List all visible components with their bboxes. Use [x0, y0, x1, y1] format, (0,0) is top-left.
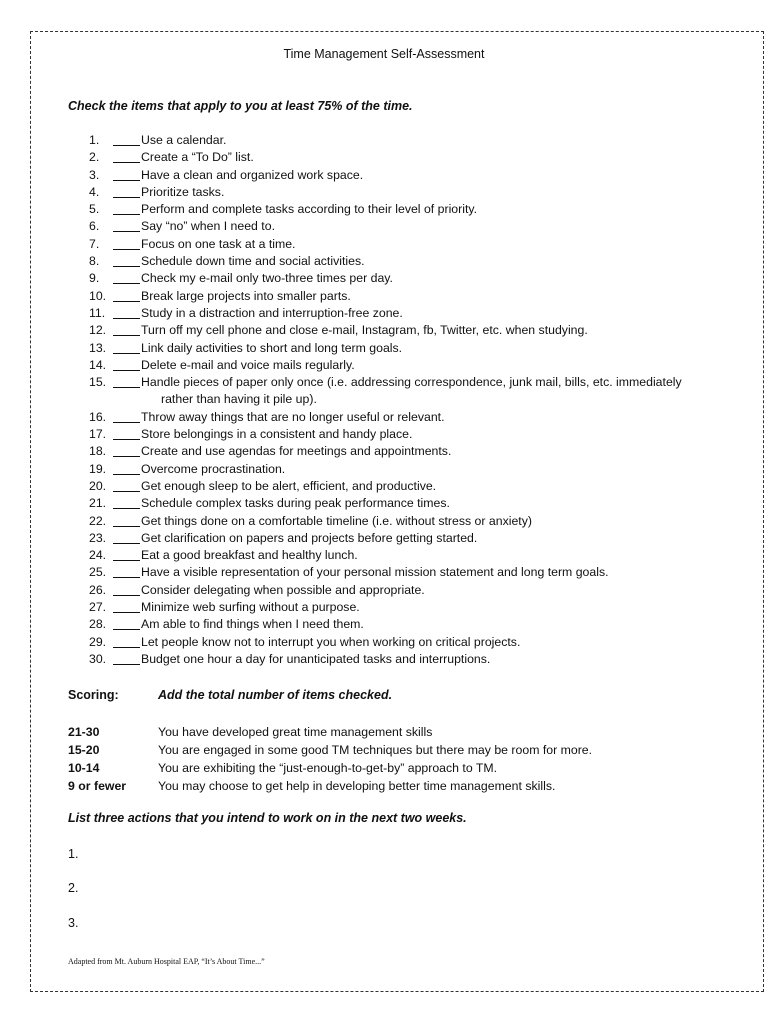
item-number: 19.	[89, 461, 107, 476]
item-text-line: Turn off my cell phone and close e-mail, Instagram, fb, Twitter, etc. when studying.	[141, 323, 588, 338]
score-description: You may choose to get help in developing better time management skills.	[158, 779, 556, 793]
item-number: 16.	[89, 409, 107, 424]
item-number: 17.	[89, 427, 107, 442]
checklist-item	[0, 167, 768, 184]
item-text-line: Prioritize tasks.	[141, 184, 225, 199]
item-number: 12.	[89, 323, 107, 338]
check-blank[interactable]	[113, 253, 140, 267]
check-blank[interactable]	[113, 201, 140, 215]
checklist-item	[0, 201, 768, 218]
checklist-item	[0, 288, 768, 305]
item-text-line: Link daily activities to short and long term goals.	[141, 340, 403, 355]
score-range: 9 or fewer	[68, 779, 127, 793]
item-text-line: Budget one hour a day for unanticipated tasks and interruptions.	[141, 651, 491, 666]
item-number: 11.	[89, 305, 106, 320]
item-text-line: Schedule down time and social activities.	[141, 254, 365, 269]
checklist-item	[0, 651, 768, 668]
score-row	[68, 777, 748, 795]
check-blank[interactable]	[113, 305, 140, 319]
item-text	[141, 270, 741, 287]
item-number: 9.	[89, 271, 100, 286]
item-number: 7.	[89, 236, 100, 251]
item-text	[141, 288, 741, 305]
checklist-item	[0, 564, 768, 581]
item-text	[141, 132, 741, 149]
item-text	[141, 149, 741, 166]
checklist-item	[0, 634, 768, 651]
check-blank[interactable]	[113, 409, 140, 423]
scoring-label: Scoring:	[68, 688, 119, 702]
checklist-item	[0, 443, 768, 460]
check-blank[interactable]	[113, 167, 140, 181]
item-text-line: Am able to find things when I need them.	[141, 617, 364, 632]
action-line-2: 2.	[68, 881, 79, 895]
item-number: 20.	[89, 478, 107, 493]
scoring-table	[68, 723, 748, 795]
item-number: 24.	[89, 548, 107, 563]
check-blank[interactable]	[113, 132, 140, 146]
checklist-item	[0, 149, 768, 166]
checklist-item	[0, 616, 768, 633]
item-text-line: Have a visible representation of your personal mission statement and long term goals.	[141, 565, 609, 580]
checklist-item	[0, 184, 768, 201]
item-number: 10.	[89, 288, 107, 303]
score-row	[68, 723, 748, 741]
item-text-line: Let people know not to interrupt you when working on critical projects.	[141, 634, 521, 649]
item-number: 2.	[89, 150, 100, 165]
check-blank[interactable]	[113, 599, 140, 613]
item-number: 18.	[89, 444, 107, 459]
check-blank[interactable]	[113, 426, 140, 440]
source-footnote: Adapted from Mt. Auburn Hospital EAP, “It’s About Time...”	[68, 957, 265, 966]
item-text	[141, 305, 741, 322]
checklist-item	[0, 340, 768, 357]
check-blank[interactable]	[113, 374, 140, 388]
scoring-note: Add the total number of items checked.	[158, 688, 393, 702]
checklist-item	[0, 305, 768, 322]
check-blank[interactable]	[113, 149, 140, 163]
item-text-line: Perform and complete tasks according to their level of priority.	[141, 202, 478, 217]
item-text-line: Create a “To Do” list.	[141, 150, 254, 165]
item-text	[141, 218, 741, 235]
item-text	[141, 530, 741, 547]
item-text-line: Store belongings in a consistent and handy place.	[141, 427, 413, 442]
check-blank[interactable]	[113, 218, 140, 232]
check-blank[interactable]	[113, 564, 140, 578]
item-text-line: Check my e-mail only two-three times per day.	[141, 271, 393, 286]
check-blank[interactable]	[113, 513, 140, 527]
item-text-line: Get things done on a comfortable timeline (i.e. without stress or anxiety)	[141, 513, 532, 528]
item-text-line: Get clarification on papers and projects before getting started.	[141, 530, 478, 545]
score-description: You are engaged in some good TM techniques but there may be room for more.	[158, 743, 593, 757]
item-text-line: Consider delegating when possible and appropriate.	[141, 582, 425, 597]
item-number: 5.	[89, 202, 100, 217]
score-row	[68, 759, 748, 777]
checklist	[0, 132, 768, 668]
check-blank[interactable]	[113, 357, 140, 371]
check-blank[interactable]	[113, 340, 140, 354]
item-number: 4.	[89, 184, 100, 199]
instruction-text: Check the items that apply to you at least 75% of the time.	[68, 99, 413, 113]
item-text-line: Minimize web surfing without a purpose.	[141, 600, 360, 615]
item-text	[141, 322, 741, 339]
check-blank[interactable]	[113, 478, 140, 492]
item-text	[141, 495, 741, 512]
item-text-line: Focus on one task at a time.	[141, 236, 296, 251]
checklist-item	[0, 236, 768, 253]
checklist-item	[0, 426, 768, 443]
item-text	[141, 478, 741, 495]
check-blank[interactable]	[113, 322, 140, 336]
item-number: 22.	[89, 513, 107, 528]
item-text-line: Schedule complex tasks during peak performance times.	[141, 496, 450, 511]
item-number: 29.	[89, 634, 107, 649]
action-line-1: 1.	[68, 847, 79, 861]
item-text	[141, 184, 741, 201]
check-blank[interactable]	[113, 270, 140, 284]
item-number: 1.	[89, 133, 100, 147]
item-text	[141, 616, 741, 633]
item-text	[141, 443, 741, 460]
check-blank[interactable]	[113, 616, 140, 630]
check-blank[interactable]	[113, 530, 140, 544]
item-text-line: Handle pieces of paper only once (i.e. addressing correspondence, junk mail, bills, etc. immediately	[141, 375, 682, 390]
item-number: 23.	[89, 530, 107, 545]
checklist-item	[0, 478, 768, 495]
score-row	[68, 741, 748, 759]
item-text-line: Eat a good breakfast and healthy lunch.	[141, 548, 358, 563]
actions-title: List three actions that you intend to work on in the next two weeks.	[68, 811, 467, 825]
page-title: Time Management Self-Assessment	[283, 47, 485, 61]
item-number: 21.	[89, 496, 107, 511]
score-description: You are exhibiting the “just-enough-to-get-by” approach to TM.	[158, 761, 498, 775]
item-number: 25.	[89, 565, 107, 580]
checklist-item	[0, 409, 768, 426]
item-text-line: Have a clean and organized work space.	[141, 167, 364, 182]
item-number: 26.	[89, 582, 107, 597]
check-blank[interactable]	[113, 461, 140, 475]
check-blank[interactable]	[113, 288, 140, 302]
item-text-line: Create and use agendas for meetings and appointments.	[141, 444, 452, 459]
item-text-continuation: rather than having it pile up).	[161, 392, 317, 407]
item-text	[141, 409, 741, 426]
item-text	[141, 461, 741, 478]
checklist-item	[0, 599, 768, 616]
check-blank[interactable]	[113, 184, 140, 198]
check-blank[interactable]	[113, 582, 140, 596]
item-number: 28.	[89, 617, 107, 632]
item-text	[141, 253, 741, 270]
item-text-line: Use a calendar.	[141, 133, 227, 147]
checklist-item	[0, 322, 768, 339]
item-text	[141, 599, 741, 616]
item-text-line: Study in a distraction and interruption-free zone.	[141, 305, 403, 320]
item-text-line: Delete e-mail and voice mails regularly.	[141, 357, 355, 372]
item-number: 6.	[89, 219, 100, 234]
item-text	[141, 564, 741, 581]
item-number: 14.	[89, 357, 107, 372]
item-text	[141, 374, 741, 409]
item-text	[141, 201, 741, 218]
item-text-line: Throw away things that are no longer useful or relevant.	[141, 409, 445, 424]
item-number: 3.	[89, 167, 100, 182]
checklist-item	[0, 495, 768, 512]
checklist-item	[0, 374, 768, 409]
check-blank[interactable]	[113, 236, 140, 250]
item-number: 8.	[89, 254, 100, 269]
checklist-item	[0, 132, 768, 149]
item-number: 13.	[89, 340, 107, 355]
checklist-item	[0, 253, 768, 270]
checklist-item	[0, 357, 768, 374]
action-line-3: 3.	[68, 916, 79, 930]
item-text	[141, 426, 741, 443]
item-text-line: Overcome procrastination.	[141, 461, 286, 476]
check-blank[interactable]	[113, 547, 140, 561]
item-text	[141, 651, 741, 668]
check-blank[interactable]	[113, 634, 140, 648]
score-range: 15-20	[68, 743, 100, 757]
item-number: 15.	[89, 375, 107, 390]
checklist-item	[0, 530, 768, 547]
score-range: 10-14	[68, 761, 100, 775]
item-text	[141, 547, 741, 564]
item-text	[141, 513, 741, 530]
check-blank[interactable]	[113, 495, 140, 509]
checklist-item	[0, 513, 768, 530]
item-text	[141, 167, 741, 184]
item-text	[141, 357, 741, 374]
item-text	[141, 340, 741, 357]
item-text-line: Get enough sleep to be alert, efficient, and productive.	[141, 478, 437, 493]
checklist-item	[0, 547, 768, 564]
score-range: 21-30	[68, 725, 100, 739]
item-text	[141, 582, 741, 599]
item-text	[141, 236, 741, 253]
item-text-line: Say “no” when I need to.	[141, 219, 275, 234]
item-text-line: Break large projects into smaller parts.	[141, 288, 351, 303]
checklist-item	[0, 270, 768, 287]
checklist-item	[0, 461, 768, 478]
item-text	[141, 634, 741, 651]
check-blank[interactable]	[113, 443, 140, 457]
score-description: You have developed great time management skills	[158, 725, 433, 739]
item-number: 30.	[89, 651, 107, 666]
item-number: 27.	[89, 600, 107, 615]
checklist-item	[0, 218, 768, 235]
checklist-item	[0, 582, 768, 599]
check-blank[interactable]	[113, 651, 140, 665]
